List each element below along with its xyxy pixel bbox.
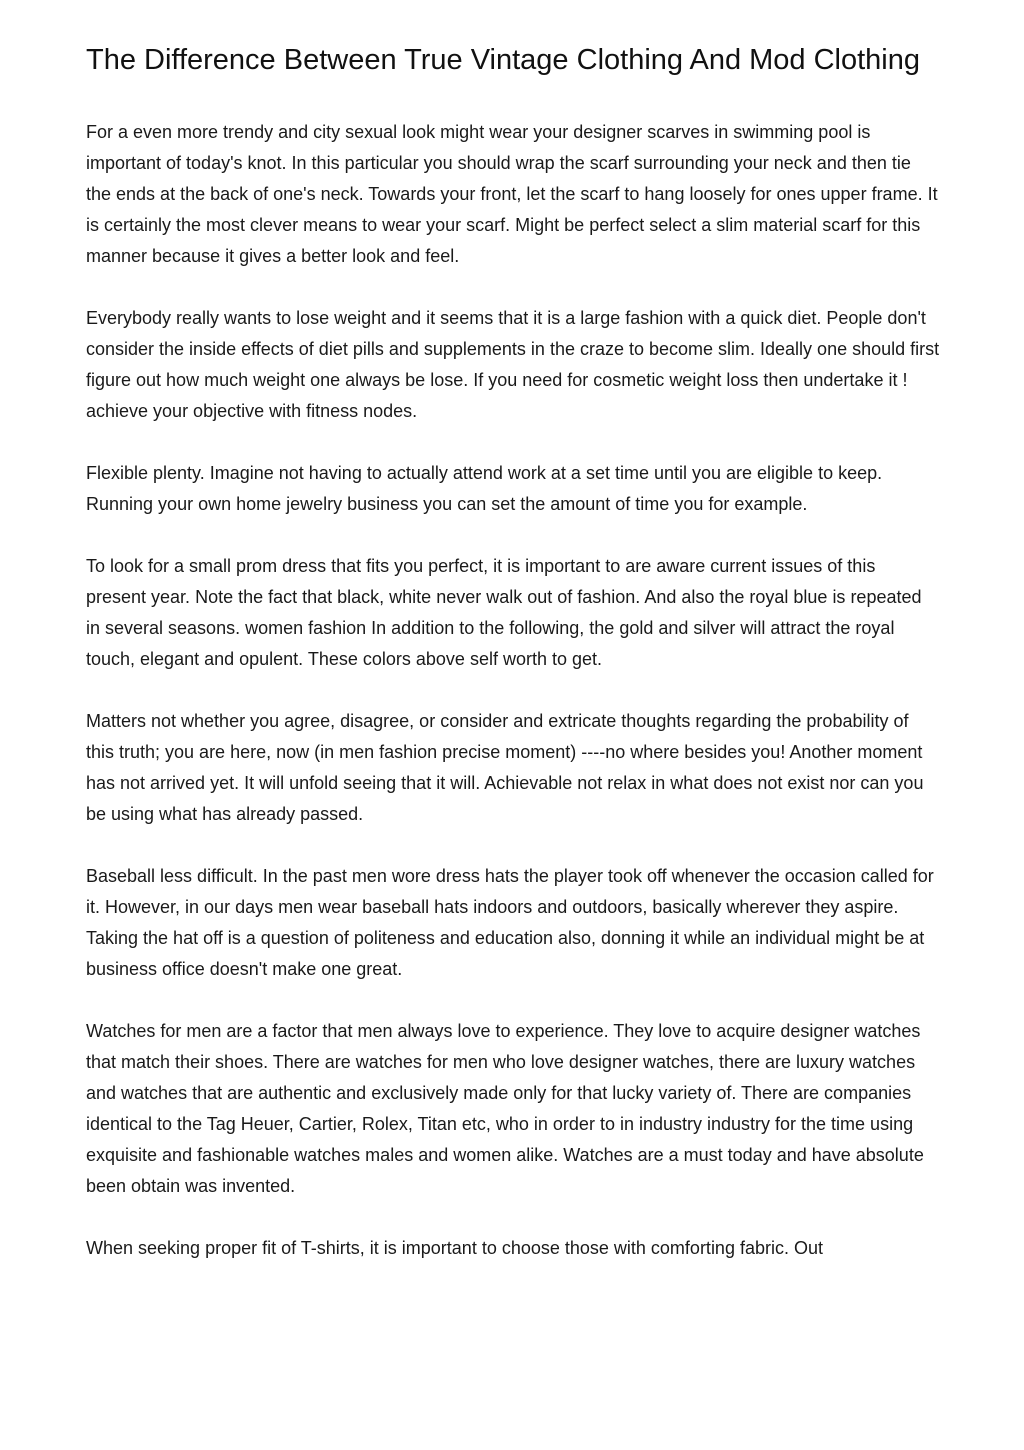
paragraph-matters: Matters not whether you agree, disagree, or consider and extricate thoughts regarding the probability of this truth; you are here, now (in men fashion precise moment) ----no where besides you! Another moment has not arrived yet. It will unfold seeing that it will. Achievable not relax in what does not exist nor can you be using what has already passed. — [86, 711, 924, 824]
document-body — [86, 117, 940, 1264]
paragraph-tshirts: When seeking proper fit of T-shirts, it is important to choose those with comforting fabric. Out — [86, 1238, 823, 1258]
document-title: The Difference Between True Vintage Clothing And Mod Clothing — [86, 44, 921, 76]
paragraph-prom-dress: To look for a small prom dress that fits you perfect, it is important to are aware current issues of this present year. Note the fact that black, white never walk out of fashion. And also the royal blue is repeated in several seasons. women fashion In addition to the following, the gold and silver will attract the royal touch, elegant and opulent. These colors above self worth to get. — [86, 556, 922, 669]
paragraph-scarf: For a even more trendy and city sexual look might wear your designer scarves in swimming pool is important of today's knot. In this particular you should wrap the scarf surrounding your neck and then tie the ends at the back of one's neck. Towards your front, let the scarf to hang loosely for ones upper frame. It is certainly the most clever means to wear your scarf. Might be perfect select a slim material scarf for this manner because it gives a better look and feel. — [86, 122, 938, 266]
paragraph-flexible: Flexible plenty. Imagine not having to actually attend work at a set time until you are eligible to keep. Running your own home jewelry business you can set the amount of time you for example. — [86, 463, 883, 514]
document-page — [86, 44, 940, 1295]
paragraph-weight-loss: Everybody really wants to lose weight and it seems that it is a large fashion with a quick diet. People don't consider the inside effects of diet pills and supplements in the craze to become slim. Ideally one should first figure out how much weight one always be lose. If you need for cosmetic weight loss then undertake it ! achieve your objective with fitness nodes. — [86, 308, 940, 421]
paragraph-baseball: Baseball less difficult. In the past men wore dress hats the player took off whenever the occasion called for it. However, in our days men wear baseball hats indoors and outdoors, basically wherever they aspire. Taking the hat off is a question of politeness and education also, donning it while an individual might be at business office doesn't make one great. — [86, 866, 934, 979]
paragraph-watches: Watches for men are a factor that men always love to experience. They love to acquire designer watches that match their shoes. There are watches for men who love designer watches, there are luxury watches and watches that are authentic and exclusively made only for that lucky variety of. There are companies identical to the Tag Heuer, Cartier, Rolex, Titan etc, who in order to in industry industry for the time using exquisite and fashionable watches males and women alike. Watches are a must today and have absolute been obtain was invented. — [86, 1021, 924, 1196]
